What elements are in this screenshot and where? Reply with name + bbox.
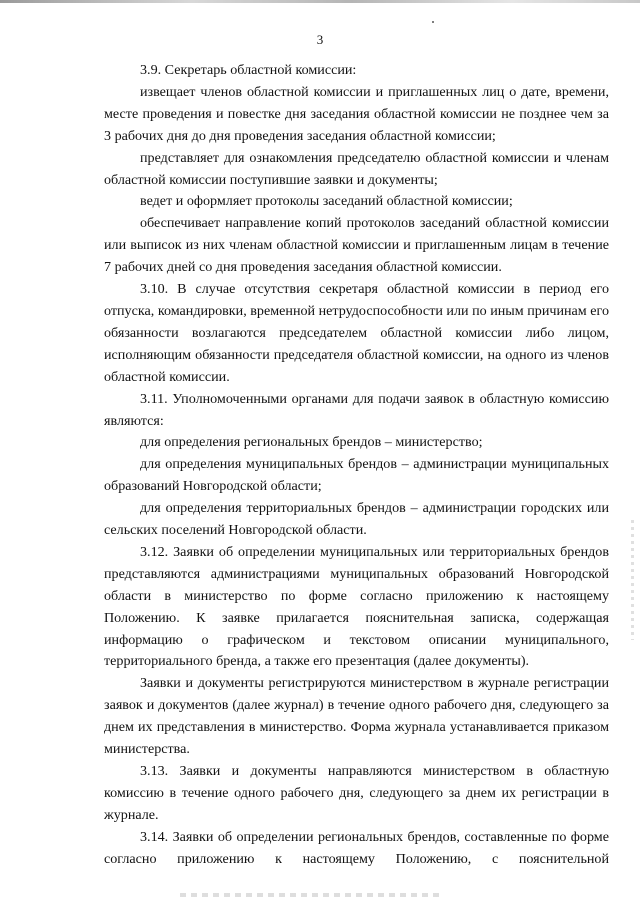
paragraph-regional-brands: для определения региональных брендов – министерство; [140,434,483,451]
paragraph-3-9: 3.9. Секретарь областной комиссии: [140,62,357,78]
scan-margin-artifact [631,520,634,640]
paragraph-secretary-presents: представляет для ознакомления председателю областной комиссии и членам областной комиссии поступившие заявки и документы; [104,149,609,188]
document-body [104,60,609,871]
paragraph-municipal-brands: для определения муниципальных брендов – администрации муниципальных образований Новгородской области; [104,456,609,495]
paragraph-3-13: 3.13. Заявки и документы направляются министерством в областную комиссию в течение одного рабочего дня, следующего за днем их регистрации в журнале. [104,763,609,823]
scan-top-edge [0,0,640,3]
paragraph-secretary-notifies: извещает членов областной комиссии и приглашенных лиц о дате, времени, месте проведения и повестке дня заседания областной комиссии не позднее чем за 3 рабочих дня до дня проведения заседания областной комиссии; [104,83,609,144]
paragraph-3-14: 3.14. Заявки об определении региональных брендов, составленные по форме согласно приложению к настоящему Положению, с пояснительной [104,828,609,867]
page-number: 3 [316,32,324,47]
paragraph-3-12: 3.12. Заявки об определении муниципальных или территориальных брендов представляются администрациями муниципальных образований Новгородской области в министерство по форме согласно приложению к настоящему Положению. К заявке прилагается пояснительная записка, содержащая информацию о графическом и текстовом описании муниципального, территориального бренда, а также его презентация (далее документы). [104,543,609,670]
paragraph-secretary-sends-copies: обеспечивает направление копий протоколов заседаний областной комиссии или выписок из них членам областной комиссии и приглашенным лицам в течение 7 рабочих дней со дня проведения заседания областной комиссии. [104,215,609,276]
scan-bottom-artifact [180,893,440,897]
scan-speck [432,21,434,23]
paragraph-3-11: 3.11. Уполномоченными органами для подачи заявок в областную комиссию являются: [104,390,609,429]
paragraph-territorial-brands: для определения территориальных брендов – администрации городских или сельских поселений Новгородской области. [104,500,609,539]
paragraph-3-10: 3.10. В случае отсутствия секретаря областной комиссии в период его отпуска, командировки, временной нетрудоспособности или по иным причинам его обязанности возлагаются председателем областной комиссии либо лицом, исполняющим обязанности председателя областной комиссии, на одного из членов областной комиссии. [104,281,609,385]
paragraph-secretary-protocols: ведет и оформляет протоколы заседаний областной комиссии; [140,193,513,210]
paragraph-registration: Заявки и документы регистрируются министерством в журнале регистрации заявок и документов (далее журнал) в течение одного рабочего дня, следующего за днем их представления в министерство. Форма журнала устанавливается приказом министерства. [104,675,609,758]
